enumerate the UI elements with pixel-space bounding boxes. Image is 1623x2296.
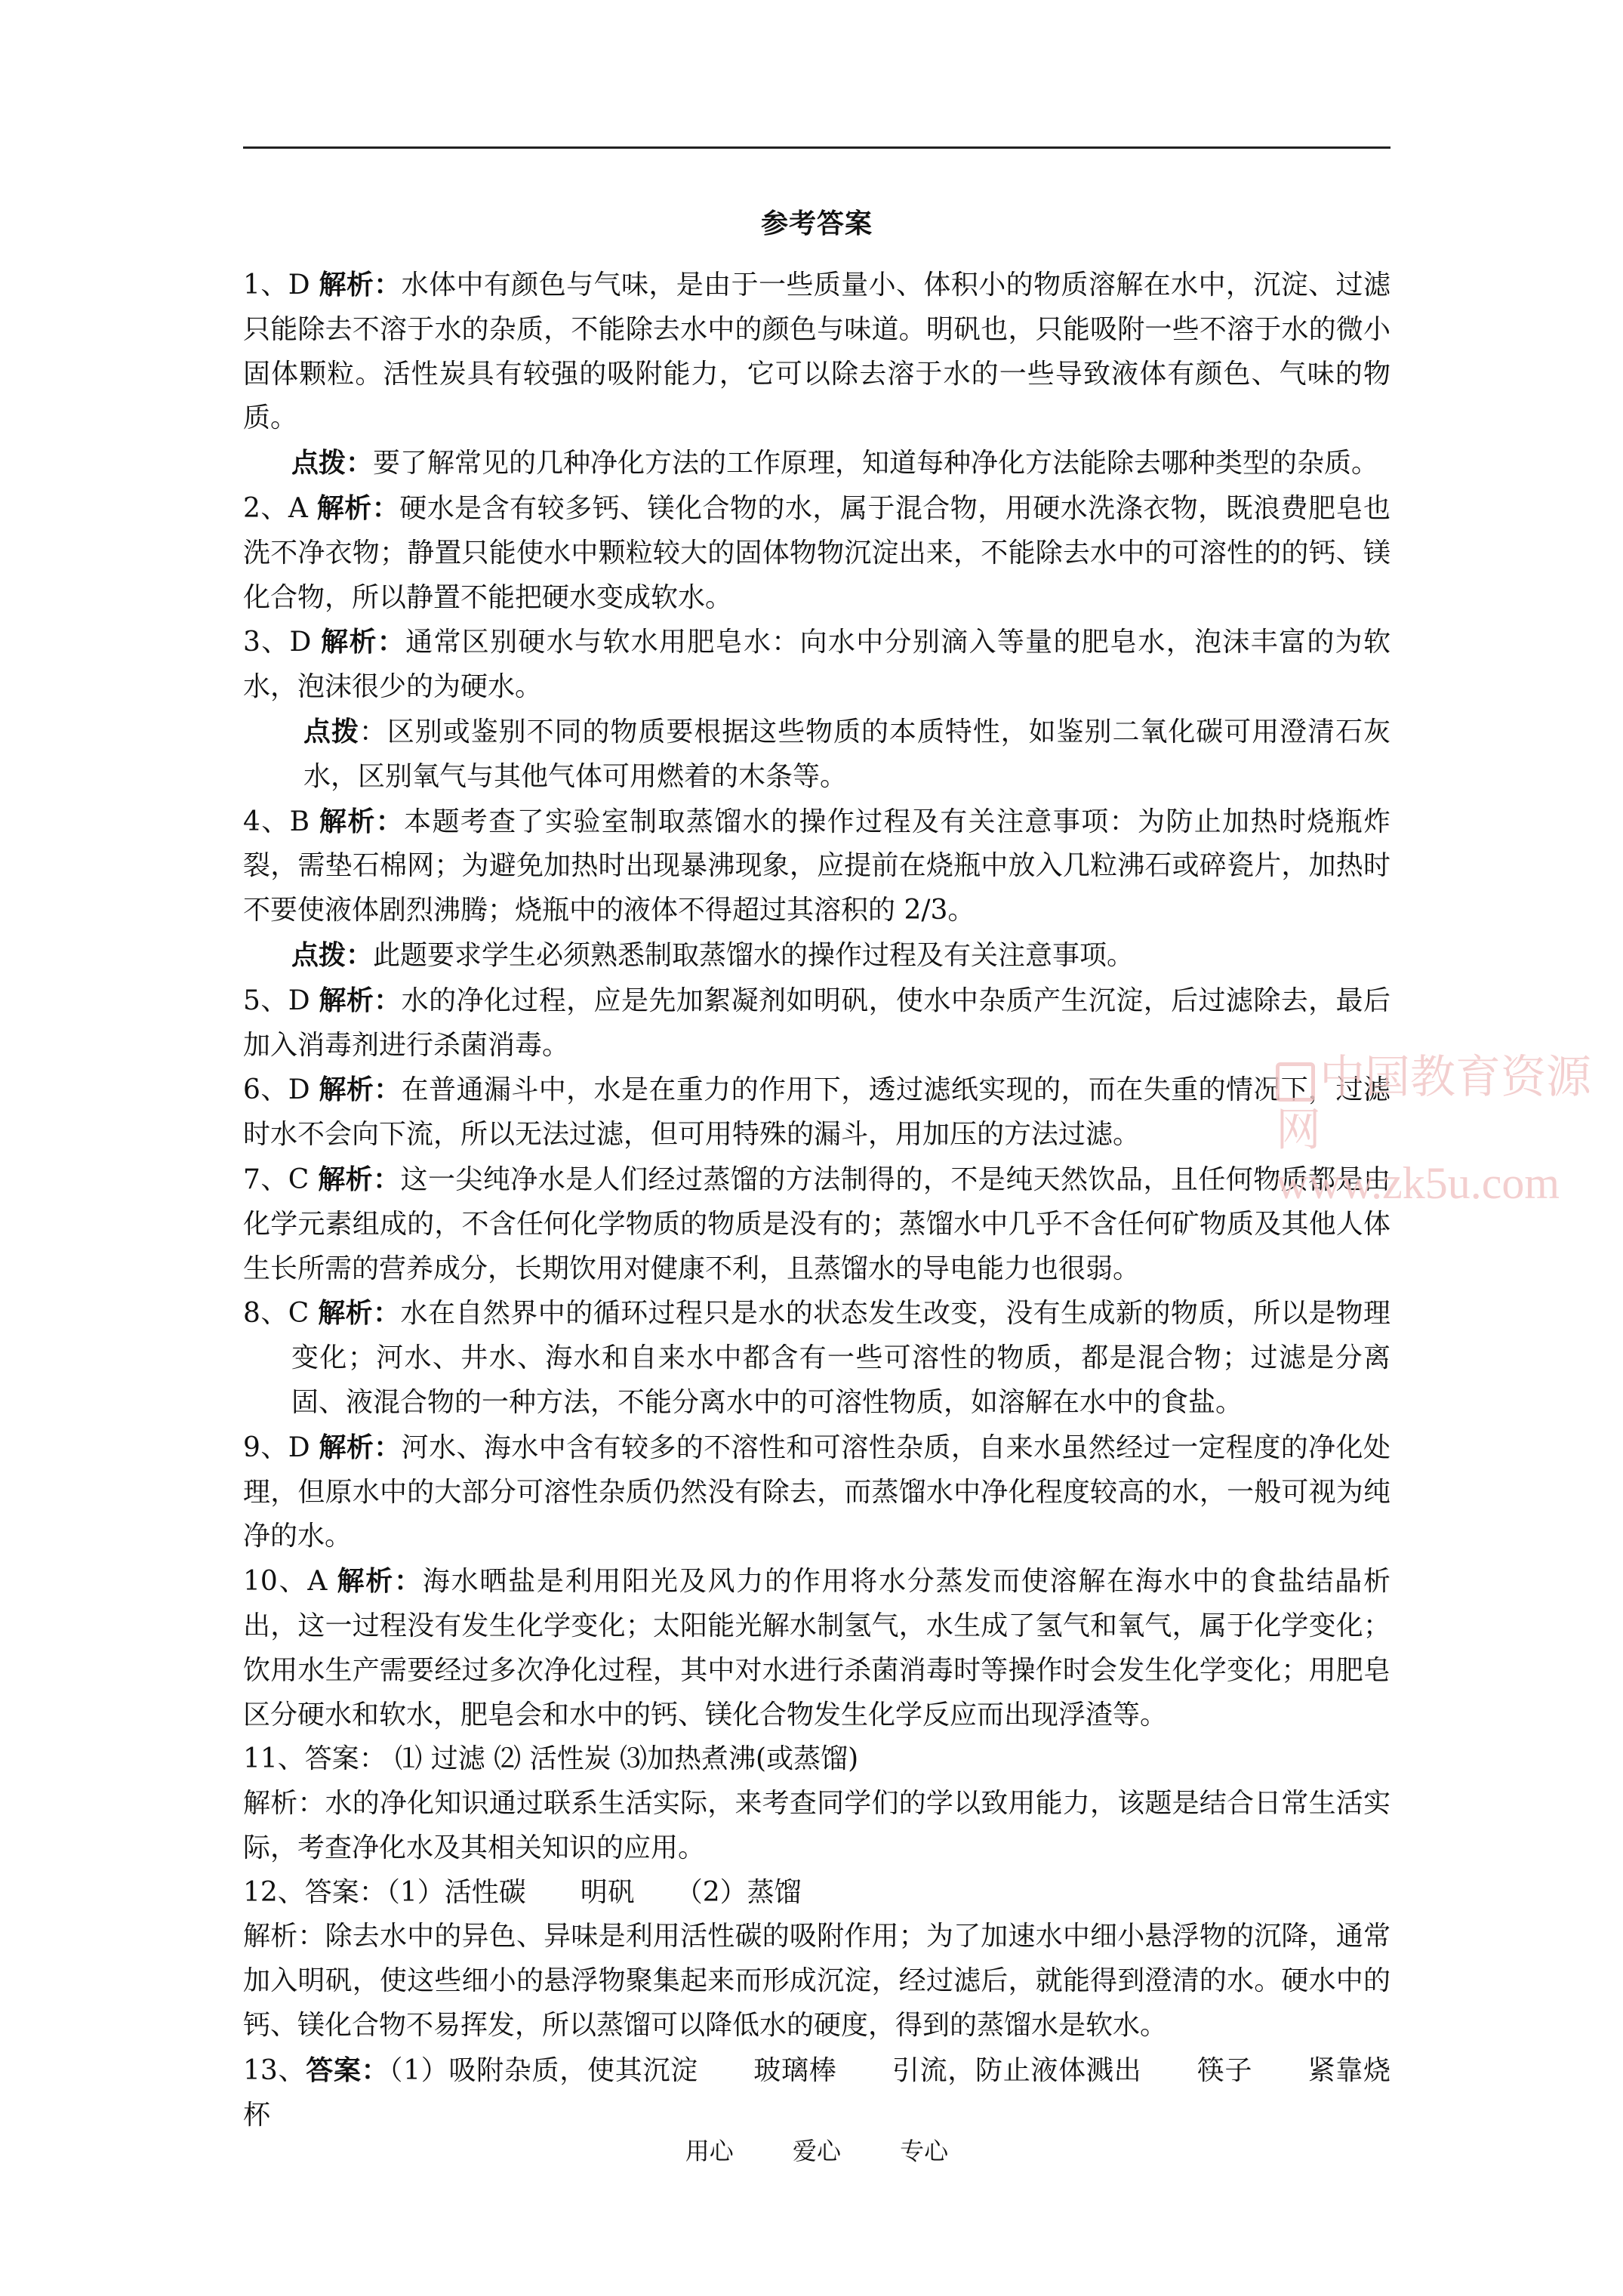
answer-6 <box>243 1068 1390 1157</box>
analysis-label: 解析： <box>337 1565 423 1598</box>
analysis-11: 解析：水的净化知识通过联系生活实际，来考查同学们的学以致用能力，该题是结合日常生活实际，考查净化水及其相关知识的应用。 <box>243 1788 1390 1863</box>
analysis-label: 解析： <box>319 269 402 300</box>
analysis-label: 解析： <box>318 1297 401 1330</box>
analysis-text: 这一尖纯净水是人们经过蒸馏的方法制得的，不是纯天然饮品，且任何物质都是由化学元素组成的，不含任何化学物质的物质是没有的；蒸馏水中几乎不含任何矿物质及其他人体生长所需的营养成分，长期饮用对健康不利，且蒸馏水的导电能力也很弱。 <box>243 1163 1390 1284</box>
answer-number: 5、D <box>243 985 319 1016</box>
answer-1 <box>243 263 1390 441</box>
tip-text: ：区别或鉴别不同的物质要根据这些物质的本质特性，如鉴别二氧化碳可用澄清石灰水，区别氧气与其他气体可用燃着的木条等。 <box>303 716 1390 792</box>
answer-number: 12、答案： <box>243 1876 387 1908</box>
tip-text: 要了解常见的几种净化方法的工作原理，知道每种净化方法能除去哪种类型的杂质。 <box>373 448 1379 479</box>
analysis-text: 河水、海水中含有较多的不溶性和可溶性杂质，自来水虽然经过一定程度的净化处理，但原水中的大部分可溶性杂质仍然没有除去，而蒸馏水中净化程度较高的水，一般可视为纯净的水。 <box>243 1432 1390 1552</box>
answer-3 <box>243 620 1390 710</box>
answer-number: 3、D <box>243 627 322 658</box>
analysis-text: 水的净化过程，应是先加絮凝剂如明矾，使水中杂质产生沉淀，后过滤除去，最后加入消毒剂进行杀菌消毒。 <box>243 985 1390 1061</box>
analysis-label: 解析： <box>319 984 402 1016</box>
analysis-label: 解析： <box>321 626 406 658</box>
header-rule <box>243 146 1390 149</box>
answer-number: 8、C <box>243 1298 319 1330</box>
tip-3 <box>243 710 1390 800</box>
answer-text: （1）吸附杂质，使其沉淀 玻璃棒 引流，防止液体溅出 筷子 紧靠烧杯 <box>243 2054 1391 2131</box>
answer-2 <box>243 486 1390 620</box>
analysis-text: 通常区别硬水与软水用肥皂水：向水中分别滴入等量的肥皂水，泡沫丰富的为软水，泡沫很少的为硬水。 <box>243 627 1390 703</box>
answer-text: ⑴ 过滤 ⑵ 活性炭 ⑶加热煮沸(或蒸馏) <box>386 1743 859 1775</box>
watermark-line-1 <box>1276 1051 1593 1157</box>
analysis-text: 硬水是含有较多钙、镁化合物的水，属于混合物，用硬水洗涤衣物，既浪费肥皂也洗不净衣物；静置只能使水中颗粒较大的固体物物沉淀出来，不能除去水中的可溶性的的钙、镁化合物，所以静置不能把硬水变成软水。 <box>243 492 1390 613</box>
analysis-label: 解析： <box>319 1431 402 1463</box>
answer-7 <box>243 1157 1390 1291</box>
answer-body <box>243 263 1390 2137</box>
analysis-12: 解析：除去水中的异色、异味是利用活性碳的吸附作用；为了加速水中细小悬浮物的沉降，通常加入明矾，使这些细小的悬浮物聚集起来而形成沉淀，经过滤后，就能得到澄清的水。硬水中的钙、镁化合物不易挥发，所以蒸馏可以降低水的硬度，得到的蒸馏水是软水。 <box>243 1921 1390 2042</box>
watermark-text: 中国教育资源网 <box>1276 1052 1591 1155</box>
answer-9 <box>243 1425 1390 1559</box>
analysis-text: 本题考查了实验室制取蒸馏水的操作过程及有关注意事项：为防止加热时烧瓶炸裂，需垫石棉网；为避免加热时出现暴沸现象，应提前在烧瓶中放入几粒沸石或碎瓷片，加热时不要使液体剧烈沸腾；烧瓶中的液体不得超过其溶积的 2/3。 <box>243 806 1390 926</box>
analysis-text: 水体中有颜色与气味，是由于一些质量小、体积小的物质溶解在水中，沉淀、过滤只能除去不溶于水的杂质，不能除去水中的颜色与味道。明矾也，只能吸附一些不溶于水的微小固体颗粒。活性炭具有较强的吸附能力，它可以除去溶于水的一些导致液体有颜色、气味的物质。 <box>243 270 1390 434</box>
analysis-label: 解析： <box>319 1074 402 1106</box>
footer-item: 用心 <box>685 2137 734 2165</box>
analysis-text: 在普通漏斗中，水是在重力的作用下，透过滤纸实现的，而在失重的情况下，过滤时水不会向下流，所以无法过滤，但可用特殊的漏斗，用加压的方法过滤。 <box>243 1074 1390 1151</box>
watermark-logo-icon <box>1276 1062 1315 1102</box>
watermark <box>1276 1051 1593 1210</box>
answer-number: 2、A <box>243 492 317 524</box>
tip-text: 此题要求学生必须熟悉制取蒸馏水的操作过程及有关注意事项。 <box>373 939 1135 971</box>
tip-1 <box>243 441 1390 486</box>
answer-4 <box>243 800 1390 933</box>
answer-number: 9、D <box>243 1432 319 1463</box>
answer-12 <box>243 1871 1390 1915</box>
analysis-text: 水在自然界中的循环过程只是水的状态发生改变，没有生成新的物质，所以是物理变化；河水、井水、海水和自来水中都含有一些可溶性的物质，都是混合物；过滤是分离固、液混合物的一种方法，不能分离水中的可溶性物质，如溶解在水中的食盐。 <box>291 1298 1390 1418</box>
tip-label: 点拨 <box>303 715 359 747</box>
answer-number: 7、C <box>243 1163 319 1195</box>
footer-item: 爱心 <box>792 2137 841 2165</box>
page-title: 参考答案 <box>760 208 873 239</box>
analysis-label: 解析： <box>316 492 400 524</box>
answer-number: 1、D <box>243 270 319 300</box>
tip-label: 点拨： <box>291 938 374 971</box>
footer-item: 专心 <box>900 2137 949 2165</box>
tip-label: 点拨： <box>291 447 374 479</box>
answer-8 <box>243 1291 1390 1425</box>
answer-number: 4、B <box>243 806 319 837</box>
answer-text: （1）活性碳 明矾 （2）蒸馏 <box>386 1876 802 1908</box>
answer-number: 11、答案： <box>243 1743 387 1775</box>
answer-11 <box>243 1737 1390 1782</box>
watermark-line-2: www.zk5u.com <box>1276 1158 1560 1208</box>
answer-label: 答案： <box>306 2054 390 2086</box>
analysis-text: 海水晒盐是利用阳光及风力的作用将水分蒸发而使溶解在海水中的食盐结晶析出，这一过程没有发生化学变化；太阳能光解水制氢气，水生成了氢气和氧气，属于化学变化；饮用水生产需要经过多次净化过程，其中对水进行杀菌消毒时等操作时会发生化学变化；用肥皂区分硬水和软水，肥皂会和水中的钙、镁化合物发生化学反应而出现浮渣等。 <box>243 1566 1390 1730</box>
answer-13 <box>243 2048 1390 2138</box>
analysis-label: 解析： <box>319 805 405 837</box>
page-footer <box>243 2132 1390 2167</box>
answer-number: 6、D <box>243 1074 319 1106</box>
answer-number: 10、A <box>243 1566 337 1598</box>
tip-4 <box>243 933 1390 978</box>
analysis-label: 解析： <box>318 1163 401 1195</box>
answer-5 <box>243 978 1390 1068</box>
answer-10 <box>243 1559 1390 1737</box>
answer-number: 13、 <box>243 2054 306 2086</box>
